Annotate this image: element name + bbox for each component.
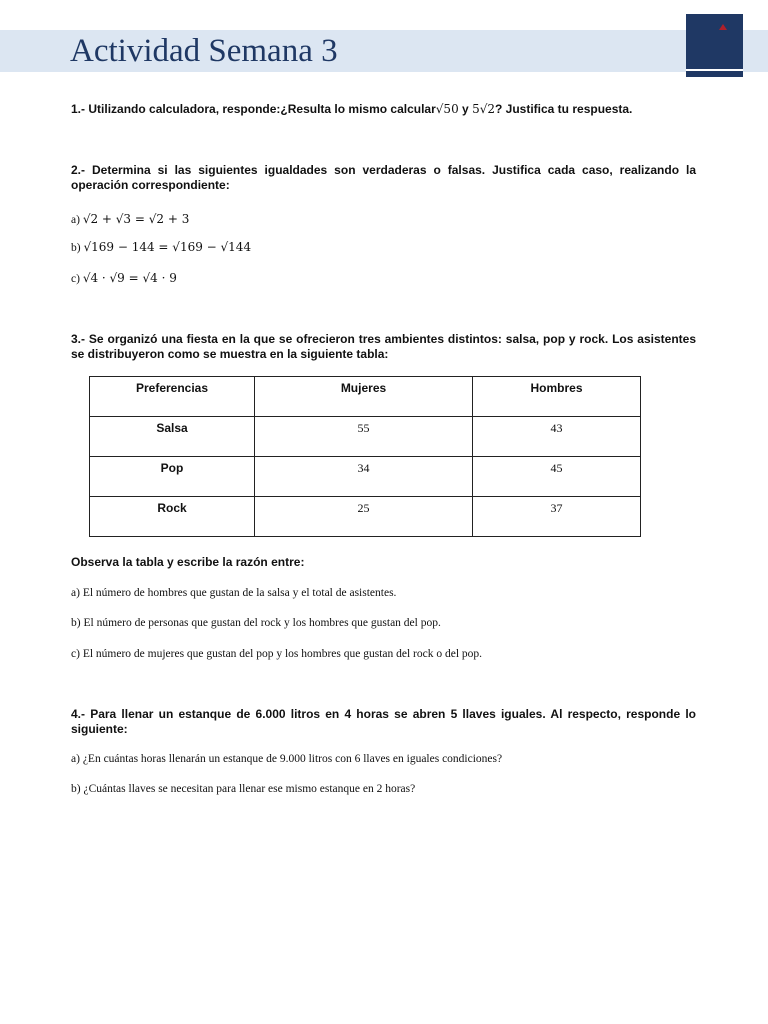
column-header: Hombres <box>473 377 641 417</box>
question-text: Para llenar un estanque de 6.000 litros en 4 horas se abren 5 llaves iguales. Al respecto, responde lo siguiente: <box>71 707 696 736</box>
row-label: Pop <box>90 457 255 497</box>
question-2 <box>71 163 696 193</box>
table-header-row <box>90 377 641 417</box>
item-label: c) <box>71 648 80 660</box>
logo-accent <box>719 24 727 30</box>
table-cell: 37 <box>473 497 641 537</box>
question-text: Utilizando calculadora, responde:¿Resulta lo mismo calcular <box>88 102 436 116</box>
list-item <box>71 616 441 630</box>
column-header: Mujeres <box>255 377 473 417</box>
table-cell: 45 <box>473 457 641 497</box>
math-expression: √50 <box>435 102 459 116</box>
list-item <box>71 752 502 766</box>
list-item <box>71 240 251 255</box>
question-4 <box>71 707 696 737</box>
table-cell: 34 <box>255 457 473 497</box>
item-label: a) <box>71 587 80 599</box>
item-label: b) <box>71 783 81 795</box>
table-cell: 25 <box>255 497 473 537</box>
question-text: Determina si las siguientes igualdades son verdaderas o falsas. Justifica cada caso, realizando la operación correspondiente: <box>71 163 696 192</box>
preferences-table <box>89 376 641 537</box>
item-label: a) <box>71 753 80 765</box>
list-item <box>71 212 189 227</box>
column-header: Preferencias <box>90 377 255 417</box>
math-expression: 5√2 <box>472 102 495 116</box>
list-item <box>71 271 177 286</box>
list-item <box>71 586 396 600</box>
math-expression: √169 − 144 = √169 − √144 <box>83 240 252 254</box>
question-number: 1.- <box>71 102 86 116</box>
list-item <box>71 782 415 796</box>
institution-logo <box>686 14 743 77</box>
page-title: Actividad Semana 3 <box>70 33 338 69</box>
logo-stripe <box>686 69 743 71</box>
connector-word: y <box>462 102 469 116</box>
table-cell: 43 <box>473 417 641 457</box>
item-label: a) <box>71 214 80 226</box>
question-3 <box>71 332 696 362</box>
question-text: ? Justifica tu respuesta. <box>495 102 633 116</box>
math-expression: √2 + √3 = √2 + 3 <box>82 212 190 226</box>
row-label: Rock <box>90 497 255 537</box>
table-cell: 55 <box>255 417 473 457</box>
math-expression: √4 · √9 = √4 · 9 <box>82 271 177 285</box>
item-text: El número de mujeres que gustan del pop y los hombres que gustan del rock o del pop. <box>82 648 483 660</box>
table-row <box>90 497 641 537</box>
question-number: 3.- <box>71 332 86 346</box>
item-label: c) <box>71 273 80 285</box>
question-number: 2.- <box>71 163 86 177</box>
item-text: ¿En cuántas horas llenarán un estanque de 9.000 litros con 6 llaves en iguales condiciones? <box>82 753 503 765</box>
item-label: b) <box>71 242 81 254</box>
table-prompt: Observa la tabla y escribe la razón entre: <box>71 555 305 569</box>
question-number: 4.- <box>71 707 86 721</box>
question-text: Se organizó una fiesta en la que se ofrecieron tres ambientes distintos: salsa, pop y rock. Los asistentes se distribuyeron como se muestra en la siguiente tabla: <box>71 332 696 361</box>
list-item <box>71 647 482 661</box>
table-row <box>90 417 641 457</box>
item-label: b) <box>71 617 81 629</box>
table-row <box>90 457 641 497</box>
question-1 <box>71 102 696 117</box>
row-label: Salsa <box>90 417 255 457</box>
item-text: El número de personas que gustan del rock y los hombres que gustan del pop. <box>83 617 441 629</box>
item-text: ¿Cuántas llaves se necesitan para llenar ese mismo estanque en 2 horas? <box>83 783 416 795</box>
item-text: El número de hombres que gustan de la salsa y el total de asistentes. <box>82 587 397 599</box>
